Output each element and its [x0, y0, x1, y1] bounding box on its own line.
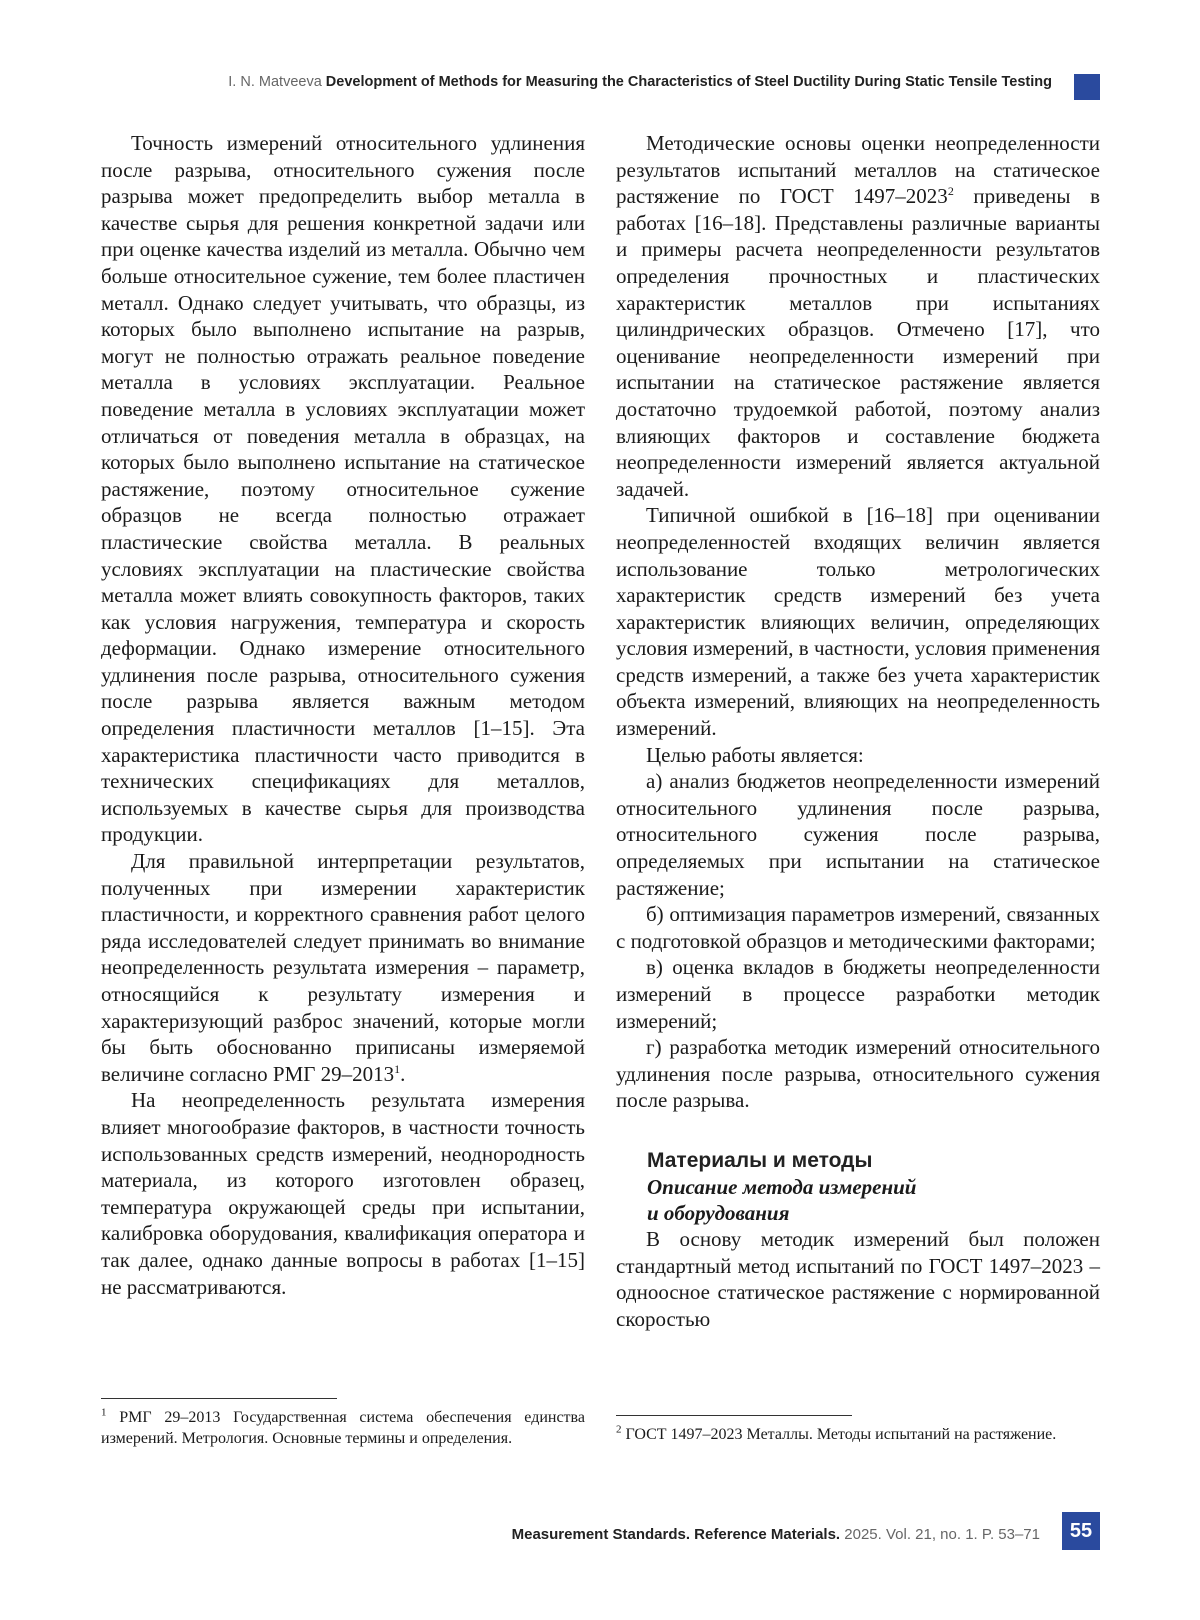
- footnote-1: [101, 1407, 585, 1449]
- right-paragraph-3: Целью работы является:: [646, 742, 864, 767]
- right-paragraph-4: В основу методик измерений был положен стандартный метод испытаний по ГОСТ 1497–2023 – одноосное статическое растяжение с нормированной скоростью: [616, 1226, 1100, 1331]
- subsection-title-line-1: Описание метода измерений: [647, 1174, 917, 1199]
- objective-item-d: г) разработка методик измерений относительного удлинения после разрыва, относительного сужения после разрыва.: [616, 1035, 1100, 1113]
- right-paragraph-1-text: Методические основы оценки неопределенности результатов испытаний металлов на статическое растяжение по ГОСТ 1497–2023: [616, 131, 1100, 209]
- objective-item-b: б) оптимизация параметров измерений, связанных с подготовкой образцов и методическими факторами;: [616, 902, 1100, 953]
- right-paragraph-1: [616, 130, 1100, 502]
- subsection-title-line-2: и оборудования: [647, 1200, 790, 1225]
- page-number: 55: [1062, 1512, 1100, 1550]
- objective-item-a: а) анализ бюджетов неопределенности измерений относительного удлинения после разрыва, относительного сужения после разрыва, определяемых при испытании на статическое растяжение;: [616, 769, 1100, 900]
- footer-citation: 2025. Vol. 21, no. 1. P. 53–71: [844, 1526, 1040, 1543]
- left-paragraph-2: [101, 848, 585, 1087]
- footnote-divider-right: [616, 1415, 852, 1416]
- footnote-ref-1[interactable]: 1: [394, 1061, 401, 1076]
- right-paragraph-1-rest: приведены в работах [16–18]. Представлены различные варианты и примеры расчета неопределенности результатов определения прочностных и пластических характеристик металлов при испытаниях цилиндрических образцов. Отмечено [17], что оценивание неопределенности измерений при испытании на статическое растяжение является достаточно трудоемкой работой, поэтому анализ влияющих факторов и составление бюджета неопределенности измерений является актуальной задачей.: [616, 184, 1100, 501]
- page-footer: [512, 1526, 1040, 1543]
- footnote-ref-2[interactable]: 2: [947, 184, 954, 199]
- left-paragraph-3: На неопределенность результата измерения влияет многообразие факторов, в частности точность использованных средств измерений, неоднородность материала, из которого изготовлен образец, температура окружающей среды при испытании, калибровка оборудования, квалификация оператора и так далее, однако данные вопросы в работах [1–15] не рассматриваются.: [101, 1088, 585, 1299]
- footnote-2-number: 2: [616, 1423, 622, 1436]
- left-paragraph-1: Точность измерений относительного удлинения после разрыва, относительного сужения после разрыва может предопределить выбор металла в качестве сырья для решения конкретной задачи или при оценке качества изделий из металла. Обычно чем больше относительное сужение, тем более пластичен металл. Однако следует учитывать, что образцы, из которых было выполнено испытание на разрыв, могут не полностью отражать реальное поведение металла в условиях эксплуатации. Реальное поведение металла в условиях эксплуатации может отличаться от поведения металла в образцах, на которых было выполнено испытание на статическое растяжение, поэтому относительное сужение образцов не всегда полностью отражает пластические свойства металла. В реальных условиях эксплуатации на пластические свойства металла может влиять совокупность факторов, таких как условия нагружения, температура и скорость деформации. Однако измерение относительного удлинения после разрыва, относительного сужения после разрыва является важным методом определения пластичности металлов [1–15]. Эта характеристика пластичности часто приводится в технических спецификациях для металлов, используемых в качестве сырья для производства продукции.: [101, 131, 585, 847]
- header-accent-square: [1074, 74, 1100, 100]
- running-header: [92, 74, 1052, 90]
- footnote-divider-left: [101, 1398, 337, 1399]
- footnote-1-text: РМГ 29–2013 Государственная система обеспечения единства измерений. Метрология. Основные термины и определения.: [101, 1409, 585, 1447]
- left-paragraph-2-text: Для правильной интерпретации результатов, полученных при измерении характеристик пластичности, и корректного сравнения работ целого ряда исследователей следует принимать во внимание неопределенность результата измерения – параметр, относящийся к результату измерения и характеризующий разброс значений, которые могли бы быть обоснованно приписаны измеряемой величине согласно РМГ 29–2013: [101, 849, 585, 1086]
- footnote-1-number: 1: [101, 1406, 107, 1419]
- objective-item-c: в) оценка вкладов в бюджеты неопределенности измерений в процессе разработки методик измерений;: [616, 955, 1100, 1033]
- header-article-title: Development of Methods for Measuring the Characteristics of Steel Ductility During Static Tensile Testing: [325, 74, 1052, 90]
- footer-journal-name: Measurement Standards. Reference Materials.: [511, 1526, 841, 1543]
- section-title: Материалы и методы: [647, 1148, 873, 1172]
- right-paragraph-2: Типичной ошибкой в [16–18] при оценивании неопределенностей входящих величин является использование только метрологических характеристик средств измерений без учета характеристик влияющих величин, определяющих условия измерений, в частности, условия применения средств измерений, а также без учета характеристик объекта измерений, влияющих на неопределенность измерений.: [616, 503, 1100, 741]
- header-author: I. N. Matveeva: [228, 74, 322, 90]
- footnote-2: [616, 1424, 1100, 1445]
- right-column: [616, 130, 1100, 1332]
- left-paragraph-2-end: .: [400, 1061, 406, 1086]
- footnote-2-text: ГОСТ 1497–2023 Металлы. Методы испытаний на растяжение.: [625, 1426, 1057, 1443]
- left-column: [101, 130, 585, 1300]
